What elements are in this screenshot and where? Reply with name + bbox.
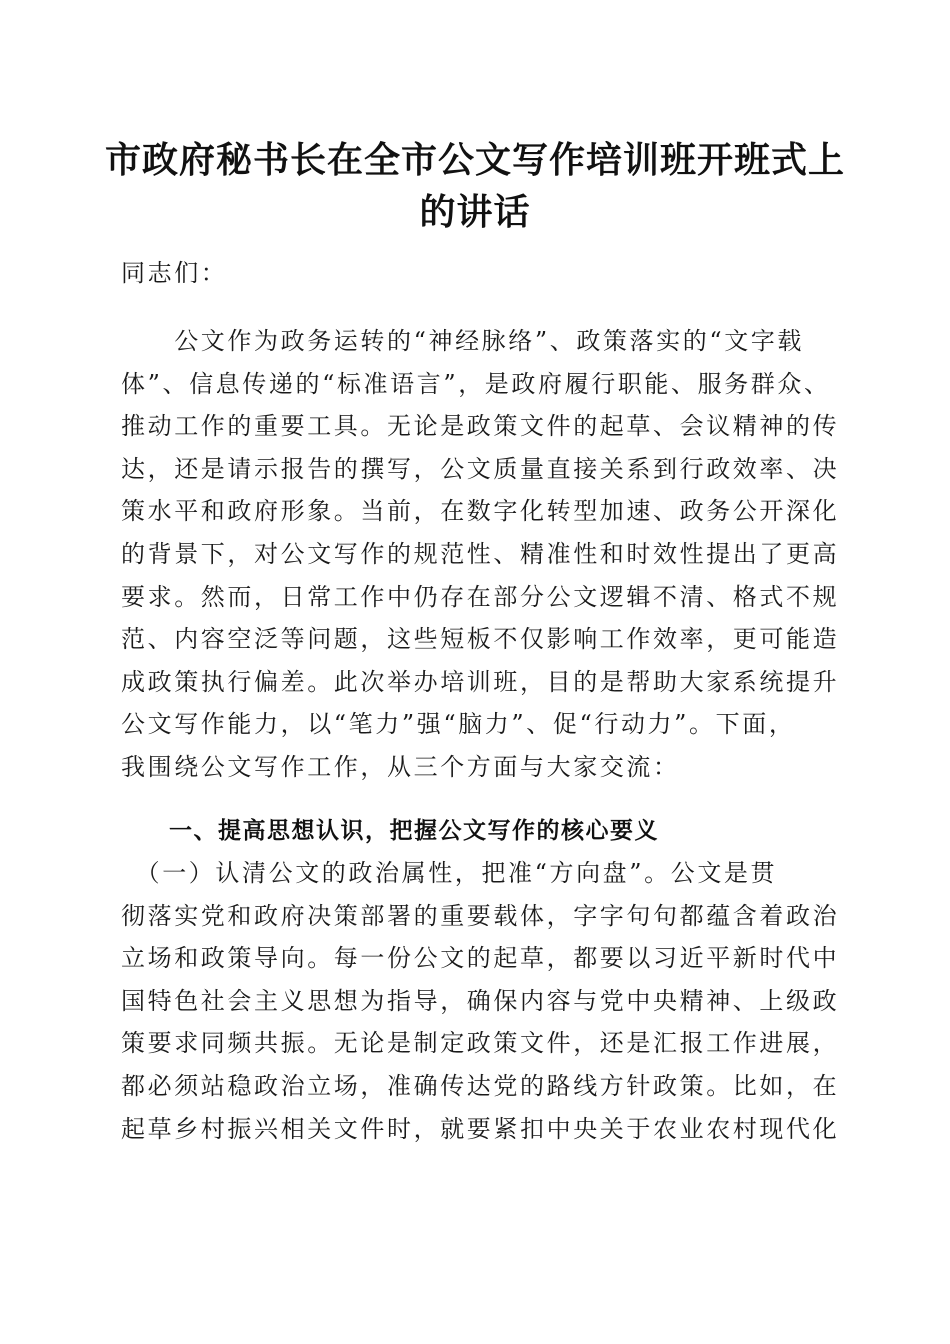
paragraph-line: 公文作为政务运转的“神经脉络”、政策落实的“文字载 [121, 327, 805, 355]
title-line-2: 的讲话 [419, 191, 531, 233]
paragraph-line: 推动工作的重要工具。无论是政策文件的起草、会议精神的传 [121, 412, 840, 441]
paragraph-line: 立场和政策导向。每一份公文的起草，都要以习近平新时代中 [121, 944, 840, 973]
paragraph-line: 要求。然而，日常工作中仍存在部分公文逻辑不清、格式不规 [121, 582, 840, 611]
paragraph-line: 我围绕公文写作工作，从三个方面与大家交流： [121, 752, 680, 781]
paragraph-line: 的背景下，对公文写作的规范性、精准性和时效性提出了更高 [121, 539, 840, 568]
paragraph-line: 彻落实党和政府决策部署的重要载体，字字句句都蕴含着政治 [121, 901, 840, 930]
paragraph-line: 成政策执行偏差。此次举办培训班，目的是帮助大家系统提升 [121, 667, 840, 696]
paragraph-line: 策要求同频共振。无论是制定政策文件，还是汇报工作进展， [121, 1029, 840, 1058]
section-heading-1: 一、提高思想认识，把握公文写作的核心要义 [169, 818, 659, 844]
section-1-1-paragraph [121, 852, 840, 1150]
paragraph-line: 公文写作能力，以“笔力”强“脑力”、促“行动力”。下面， [121, 710, 796, 739]
paragraph-line: （一）认清公文的政治属性，把准“方向盘”。公文是贯 [121, 859, 778, 887]
paragraph-line: 国特色社会主义思想为指导，确保内容与党中央精神、上级政 [121, 986, 840, 1015]
paragraph-line: 起草乡村振兴相关文件时，就要紧扣中央关于农业农村现代化 [121, 1114, 840, 1143]
paragraph-line: 体”、信息传递的“标准语言”，是政府履行职能、服务群众、 [121, 369, 831, 398]
paragraph-line: 都必须站稳政治立场，准确传达党的路线方针政策。比如，在 [121, 1071, 840, 1100]
document-title [100, 134, 850, 238]
salutation: 同志们： [121, 259, 228, 287]
paragraph-line: 策水平和政府形象。当前，在数字化转型加速、政务公开深化 [121, 497, 840, 526]
intro-paragraph [121, 320, 840, 789]
paragraph-line: 达，还是请示报告的撰写，公文质量直接关系到行政效率、决 [121, 454, 840, 483]
paragraph-line: 范、内容空泛等问题，这些短板不仅影响工作效率，更可能造 [121, 625, 840, 654]
title-line-1: 市政府秘书长在全市公文写作培训班开班式上 [104, 139, 845, 181]
